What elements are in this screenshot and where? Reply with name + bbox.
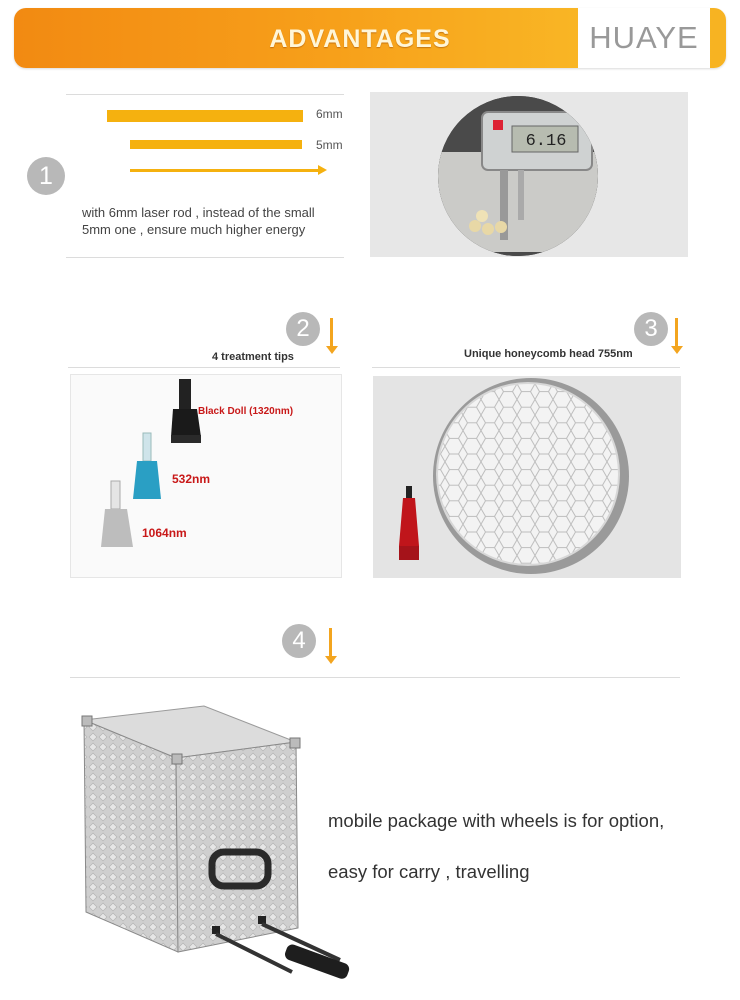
step-number-4: 4	[282, 624, 316, 658]
honeycomb-head-illustration	[373, 376, 681, 578]
rod-6mm-label: 6mm	[316, 107, 343, 121]
caliper-photo	[370, 92, 688, 257]
arrow-line	[130, 169, 320, 172]
tip-label-black-doll: Black Doll (1320nm)	[198, 406, 294, 417]
rod-5mm-label: 5mm	[316, 138, 343, 152]
tip-label-1064nm: 1064nm	[142, 526, 187, 540]
step-number-3: 3	[634, 312, 668, 346]
trolley-case-photo	[78, 702, 360, 992]
caliper-reading: 6.16	[525, 132, 567, 151]
trolley-case-illustration	[78, 702, 360, 992]
section1-caption-line1: with 6mm laser rod , instead of the small	[82, 205, 315, 220]
banner-title: ADVANTAGES	[269, 25, 451, 53]
divider	[66, 257, 344, 258]
step-number-1: 1	[27, 157, 65, 195]
section4-line2: easy for carry , travelling	[328, 861, 530, 882]
divider	[66, 94, 344, 95]
tip-label-532nm: 532nm	[172, 472, 211, 486]
arrow-down-shaft	[675, 318, 678, 346]
rod-5mm-bar	[130, 140, 302, 149]
arrow-down-shaft	[330, 318, 333, 346]
arrow-down-icon	[325, 656, 337, 664]
arrow-right-icon	[318, 165, 327, 175]
divider	[70, 677, 680, 678]
section2-heading: 4 treatment tips	[212, 351, 294, 363]
section4-line1: mobile package with wheels is for option,	[328, 810, 665, 831]
divider	[68, 367, 340, 368]
arrow-down-icon	[326, 346, 338, 354]
arrow-down-icon	[671, 346, 683, 354]
step-number-2: 2	[286, 312, 320, 346]
brand-logo-text: HUAYE	[589, 20, 699, 55]
rod-6mm-bar	[107, 110, 303, 122]
divider	[372, 367, 680, 368]
arrow-down-shaft	[329, 628, 332, 656]
section1-caption-line2: 5mm one , ensure much higher energy	[82, 222, 306, 237]
section3-heading: Unique honeycomb head 755nm	[464, 348, 633, 360]
honeycomb-head-photo	[373, 376, 681, 578]
caliper-photo-illustration	[370, 92, 688, 257]
